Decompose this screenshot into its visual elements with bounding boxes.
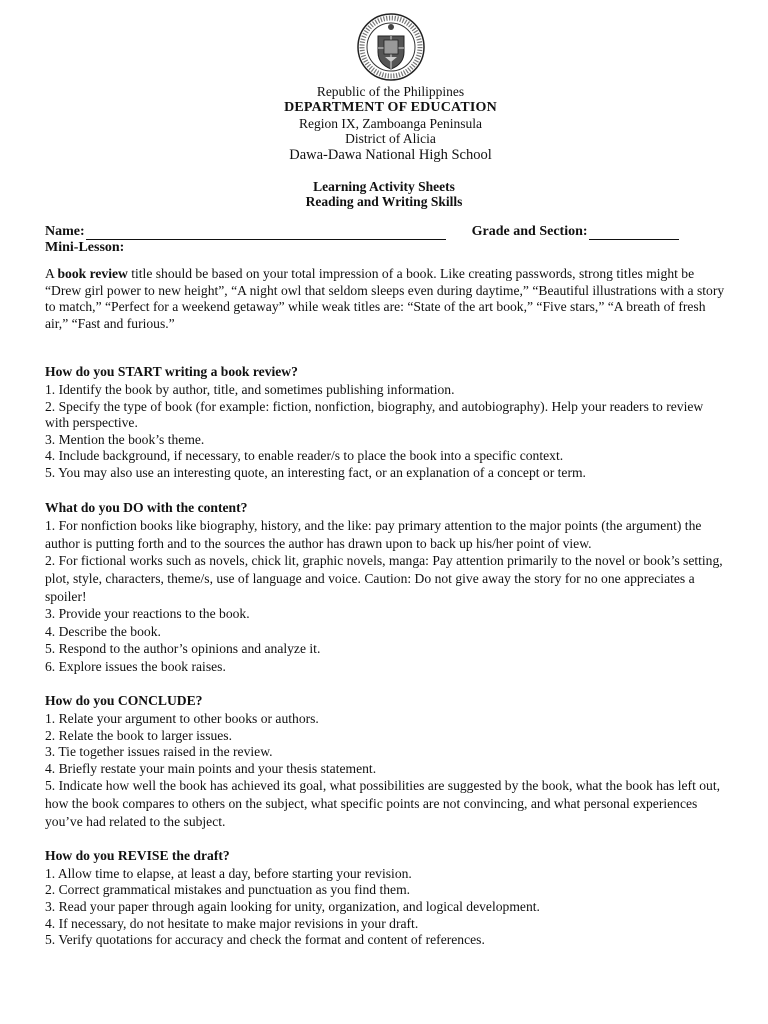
name-blank-line[interactable] — [86, 227, 446, 240]
list-item: 5. Indicate how well the book has achieved its goal, what possibilities are suggested by the book, what the book has left out, how the book compares to others on the subject, what specific points are not convincing, and what personal experiences you’ve had related to the subject. — [45, 778, 721, 829]
title-line-1: Learning Activity Sheets — [313, 179, 455, 194]
list-item: 1. Identify the book by author, title, and sometimes publishing information. — [45, 381, 455, 397]
intro-lead: A — [45, 266, 58, 281]
list-item: 5. Verify quotations for accuracy and check the format and content of references. — [45, 932, 485, 948]
list-item: 4. If necessary, do not hesitate to make major revisions in your draft. — [45, 915, 419, 931]
list-item: 5. You may also use an interesting quote, an interesting fact, or an explanation of a concept or term. — [45, 464, 586, 480]
list-item: 3. Mention the book’s theme. — [45, 431, 205, 447]
section-content — [45, 500, 725, 676]
section-revise — [45, 848, 725, 949]
list-item: 4. Briefly restate your main points and your thesis statement. — [45, 760, 377, 776]
letterhead-region: Region IX, Zamboanga Peninsula — [299, 115, 482, 131]
list-item: 1. Relate your argument to other books or authors. — [45, 711, 319, 727]
section-conclude — [45, 693, 725, 830]
list-item: 2. Relate the book to larger issues. — [45, 727, 233, 743]
letterhead-department: DEPARTMENT OF EDUCATION — [284, 99, 497, 115]
name-label: Name: — [45, 224, 85, 239]
intro-bold-term: book review — [57, 266, 128, 281]
intro-rest: title should be based on your total impression of a book. Like creating passwords, strong titles might be “Drew girl power to new height”, “A night owl that seldom sleeps even during daytime,” “Beautiful illustrations with a story to match,” “Perfect for a weekend getaway” while weak titles are: “State of the art book,” “Five stars,” “A breath of fresh air,” “Fast and furious.” — [45, 266, 725, 331]
list-item: 4. Include background, if necessary, to enable reader/s to place the book into a specific context. — [45, 448, 564, 464]
letterhead-republic: Republic of the Philippines — [316, 84, 465, 99]
list-item: 5. Respond to the author’s opinions and analyze it. — [45, 641, 321, 657]
list-item: 3. Provide your reactions to the book. — [45, 606, 250, 622]
list-item: 2. Correct grammatical mistakes and punctuation as you find them. — [45, 882, 411, 898]
letterhead-school: Dawa-Dawa National High School — [289, 146, 492, 163]
list-item: 2. For fictional works such as novels, chick lit, graphic novels, manga: Pay attention primarily to the novel or book’s setting, plot, style, characters, theme/s, use of language and voice. Caution: Do not give away the story for no one appreciates a spoiler! — [45, 553, 723, 604]
list-item: 6. Explore issues the book raises. — [45, 658, 226, 674]
grade-section-blank-line[interactable] — [589, 227, 679, 240]
section-heading: How do you CONCLUDE? — [45, 693, 203, 709]
section-heading: How do you START writing a book review? — [45, 364, 298, 380]
title-line-2: Reading and Writing Skills — [305, 194, 463, 209]
section-heading: What do you DO with the content? — [45, 499, 248, 515]
deped-seal-logo — [356, 12, 426, 82]
letterhead — [273, 12, 508, 163]
list-item: 3. Tie together issues raised in the review. — [45, 744, 273, 760]
mini-lesson-label: Mini-Lesson: — [45, 240, 125, 255]
section-heading: How do you REVISE the draft? — [45, 848, 230, 864]
intro-paragraph — [45, 266, 725, 332]
list-item: 3. Read your paper through again looking for unity, organization, and logical development. — [45, 899, 540, 914]
letterhead-district: District of Alicia — [345, 131, 436, 147]
document-title — [0, 179, 768, 209]
grade-section-label: Grade and Section: — [471, 224, 588, 239]
lesson-content — [45, 266, 725, 949]
list-item: 4. Describe the book. — [45, 623, 161, 639]
student-fields — [45, 224, 735, 256]
name-grade-row — [45, 224, 735, 240]
section-start — [45, 364, 725, 481]
list-item: 1. Allow time to elapse, at least a day, before starting your revision. — [45, 865, 412, 881]
list-item: 1. For nonfiction books like biography, history, and the like: pay primary attention to the major points (the argument) the author is putting forth and to the sources the author has drawn upon to back up his/her point of view. — [45, 518, 702, 551]
list-item: 2. Specify the type of book (for example: fiction, nonfiction, biography, and autobiography). Help your readers to review with perspective. — [45, 398, 704, 431]
